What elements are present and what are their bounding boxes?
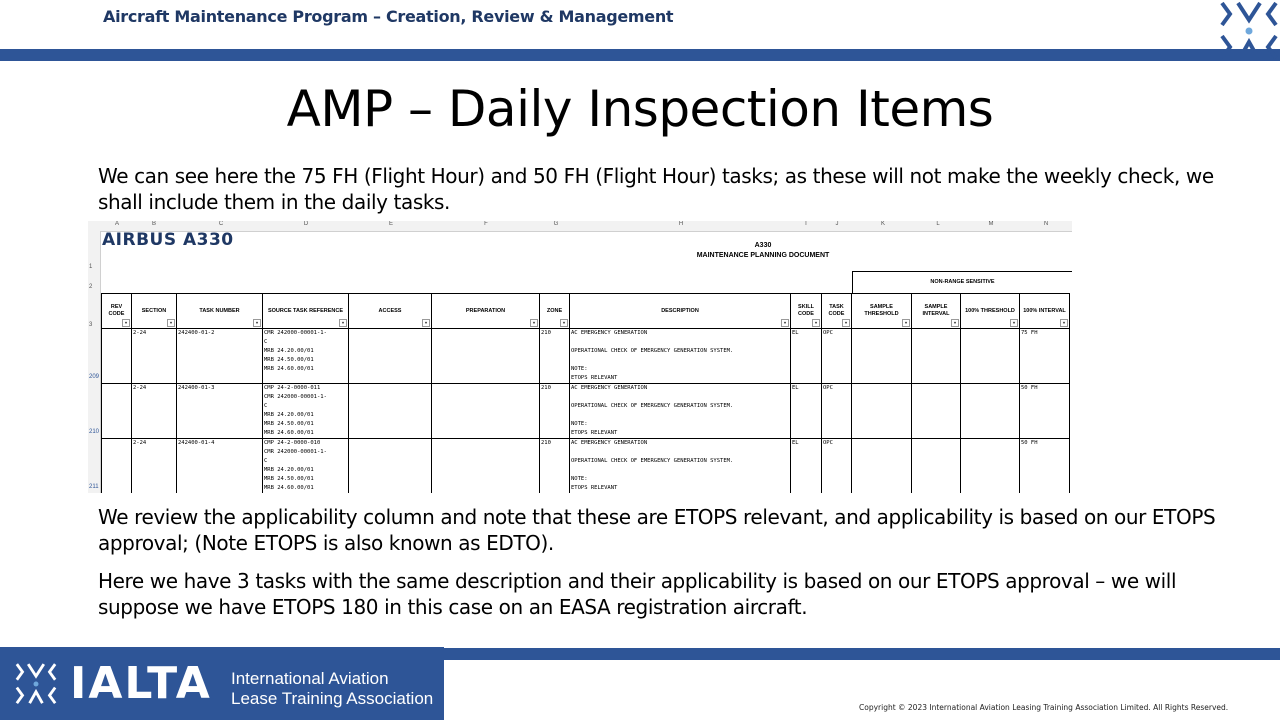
cell-source-task-reference[interactable]: CMP 24-2-0000-010 CMR 242000-00001-1- C MRB 24.20.00/01 MRB 24.50.00/01 MRB 24.60.00/01: [263, 439, 349, 494]
header-zone[interactable]: [540, 294, 570, 329]
cell-source-task-reference[interactable]: CMR 242000-00001-1- C MRB 24.20.00/01 MRB 24.50.00/01 MRB 24.60.00/01: [263, 329, 349, 384]
cell-access[interactable]: [349, 439, 432, 494]
header-label: SECTION: [141, 307, 167, 314]
header-title: Aircraft Maintenance Program – Creation, Review & Management: [103, 7, 674, 26]
cell-task-number[interactable]: 242400-01-3: [177, 384, 263, 439]
cell-source-task-reference[interactable]: CMP 24-2-0000-011 CMR 242000-00001-1- C MRB 24.20.00/01 MRB 24.50.00/01 MRB 24.60.00/01: [263, 384, 349, 439]
column-letter: I: [805, 221, 807, 227]
header-label: REV CODE: [108, 304, 125, 317]
row-number: 211: [89, 484, 99, 490]
header-source-task-reference[interactable]: [263, 294, 349, 329]
cell-sample-interval[interactable]: [912, 329, 961, 384]
header-label: SKILL CODE: [798, 304, 814, 317]
row-number: 1: [89, 264, 93, 270]
header-section[interactable]: [132, 294, 177, 329]
cell-zone[interactable]: 210: [540, 384, 570, 439]
header-100-interval[interactable]: [1020, 294, 1070, 329]
cell-task-number[interactable]: 242400-01-4: [177, 439, 263, 494]
filter-dropdown-icon[interactable]: ▾: [812, 319, 820, 327]
cell-rev-code[interactable]: [102, 384, 132, 439]
ialta-full-name: [231, 669, 433, 709]
header-label: SAMPLE THRESHOLD: [864, 304, 899, 317]
cell-description[interactable]: AC EMERGENCY GENERATION OPERATIONAL CHECK OF EMERGENCY GENERATION SYSTEM. NOTE: ETOPS RELEVANT: [570, 384, 791, 439]
cell-section[interactable]: 2-24: [132, 384, 177, 439]
column-letter: D: [303, 221, 309, 227]
header-100-threshold[interactable]: [961, 294, 1020, 329]
filter-dropdown-icon[interactable]: ▾: [902, 319, 910, 327]
table-row: [102, 384, 1070, 439]
filter-dropdown-icon[interactable]: ▾: [951, 319, 959, 327]
header-label: PREPARATION: [465, 307, 506, 314]
column-letter: A: [114, 221, 120, 227]
cell-access[interactable]: [349, 384, 432, 439]
filter-dropdown-icon[interactable]: ▾: [560, 319, 568, 327]
cell-sample-threshold[interactable]: [852, 384, 912, 439]
column-letter: E: [388, 221, 394, 227]
filter-dropdown-icon[interactable]: ▾: [167, 319, 175, 327]
cell-task-code[interactable]: OPC: [822, 439, 852, 494]
filter-dropdown-icon[interactable]: ▾: [339, 319, 347, 327]
etops-paragraph: Here we have 3 tasks with the same description and their applicability is based on our ETOPS approval – we will suppose we have ETOPS 180 in this case on an EASA registration aircraft.: [98, 569, 1177, 619]
header-preparation[interactable]: [432, 294, 540, 329]
ialta-wordmark: IALTA: [70, 658, 212, 709]
cell-description[interactable]: AC EMERGENCY GENERATION OPERATIONAL CHECK OF EMERGENCY GENERATION SYSTEM. NOTE: ETOPS RELEVANT: [570, 329, 791, 384]
column-letter: H: [678, 221, 684, 227]
cell-zone[interactable]: 210: [540, 439, 570, 494]
cell-task-number[interactable]: 242400-01-2: [177, 329, 263, 384]
header-rev-code[interactable]: [102, 294, 132, 329]
footer-bar: [444, 648, 1280, 660]
slide-title: AMP – Daily Inspection Items: [286, 80, 994, 138]
filter-dropdown-icon[interactable]: ▾: [530, 319, 538, 327]
applicability-paragraph: We review the applicability column and note that these are ETOPS relevant, and applicability is based on our ETOPS approval; (Note ETOPS is also known as EDTO).: [98, 505, 1216, 555]
ialta-full-name-line1: International Aviation: [231, 669, 389, 688]
cell-access[interactable]: [349, 329, 432, 384]
cell-task-code[interactable]: OPC: [822, 329, 852, 384]
header-sample-threshold[interactable]: [852, 294, 912, 329]
header-task-code[interactable]: [822, 294, 852, 329]
row-number: 210: [89, 429, 100, 435]
row-number-column: [88, 231, 101, 493]
cell-rev-code[interactable]: [102, 439, 132, 494]
header-task-number[interactable]: [177, 294, 263, 329]
cell-sample-interval[interactable]: [912, 439, 961, 494]
intro-paragraph: We can see here the 75 FH (Flight Hour) and 50 FH (Flight Hour) tasks; as these will not make the weekly check, we shall include them in the daily tasks.: [98, 164, 1214, 214]
header-label: ACCESS: [378, 307, 402, 314]
header-label: TASK CODE: [828, 304, 845, 317]
filter-dropdown-icon[interactable]: ▾: [253, 319, 261, 327]
non-range-sensitive-header: NON-RANGE SENSITIVE: [852, 271, 1072, 293]
cell-description[interactable]: AC EMERGENCY GENERATION OPERATIONAL CHECK OF EMERGENCY GENERATION SYSTEM. NOTE: ETOPS RELEVANT: [570, 439, 791, 494]
cell-section[interactable]: 2-24: [132, 329, 177, 384]
mpd-spreadsheet: [88, 221, 1072, 493]
column-letter: B: [151, 221, 157, 227]
table-row: [102, 439, 1070, 494]
column-letter: K: [880, 221, 886, 227]
ialta-footer-logo: [0, 647, 444, 720]
cell-skill-code[interactable]: EL: [791, 329, 822, 384]
cell-preparation[interactable]: [432, 384, 540, 439]
cell-sample-interval[interactable]: [912, 384, 961, 439]
ialta-full-name-line2: Lease Training Association: [231, 689, 434, 708]
filter-dropdown-icon[interactable]: ▾: [842, 319, 850, 327]
header-bar: [0, 49, 1280, 61]
column-letter: M: [988, 221, 994, 227]
cell-section[interactable]: 2-24: [132, 439, 177, 494]
cell-skill-code[interactable]: EL: [791, 439, 822, 494]
cell-rev-code[interactable]: [102, 329, 132, 384]
document-title: [618, 241, 908, 261]
column-letter: F: [484, 221, 488, 227]
mpd-task-table: [101, 293, 1070, 493]
column-letter: G: [553, 221, 559, 227]
header-label: SAMPLE INTERVAL: [922, 304, 950, 317]
column-letter: J: [835, 221, 839, 227]
cell-100-interval[interactable]: 50 FH: [1020, 439, 1070, 494]
document-title-line2: MAINTENANCE PLANNING DOCUMENT: [696, 252, 830, 259]
header-label: TASK NUMBER: [199, 307, 240, 314]
copyright-notice: Copyright © 2023 International Aviation Leasing Training Association Limited. All Rights Reserved.: [859, 703, 1229, 712]
row-number: 209: [89, 374, 100, 380]
header-label: DESCRIPTION: [661, 307, 699, 314]
column-letter: C: [218, 221, 224, 227]
filter-dropdown-icon[interactable]: ▾: [1010, 319, 1018, 327]
table-row: [102, 329, 1070, 384]
cell-100-interval[interactable]: 50 FH: [1020, 384, 1070, 439]
cell-task-code[interactable]: OPC: [822, 384, 852, 439]
header-skill-code[interactable]: [791, 294, 822, 329]
ialta-mark-icon: [1218, 0, 1280, 62]
cell-100-threshold[interactable]: [961, 329, 1020, 384]
cell-100-threshold[interactable]: [961, 439, 1020, 494]
filter-dropdown-icon[interactable]: ▾: [422, 319, 430, 327]
header-access[interactable]: [349, 294, 432, 329]
row-number: 2: [89, 284, 93, 290]
column-letter: L: [936, 221, 940, 227]
cell-preparation[interactable]: [432, 329, 540, 384]
cell-preparation[interactable]: [432, 439, 540, 494]
cell-sample-threshold[interactable]: [852, 329, 912, 384]
cell-100-threshold[interactable]: [961, 384, 1020, 439]
filter-dropdown-icon[interactable]: ▾: [122, 319, 130, 327]
document-title-line1: A330: [754, 242, 772, 249]
header-label: 100% THRESHOLD: [965, 307, 1015, 314]
airbus-logo: AIRBUS A330: [102, 230, 234, 250]
ialta-mark-icon: [14, 662, 58, 706]
header-sample-interval[interactable]: [912, 294, 961, 329]
header-label: SOURCE TASK REFERENCE: [267, 307, 344, 314]
row-number: 3: [89, 322, 93, 328]
header-description[interactable]: [570, 294, 791, 329]
cell-zone[interactable]: 210: [540, 329, 570, 384]
cell-sample-threshold[interactable]: [852, 439, 912, 494]
header-label: ZONE: [546, 307, 563, 314]
column-letter-header: [88, 221, 1072, 232]
cell-skill-code[interactable]: EL: [791, 384, 822, 439]
filter-dropdown-icon[interactable]: ▾: [781, 319, 789, 327]
filter-active-icon[interactable]: ▾: [1060, 319, 1068, 327]
table-header-row: [102, 294, 1070, 329]
cell-100-interval[interactable]: 75 FH: [1020, 329, 1070, 384]
column-letter: N: [1043, 221, 1049, 227]
header-label: 100% INTERVAL: [1023, 307, 1066, 314]
